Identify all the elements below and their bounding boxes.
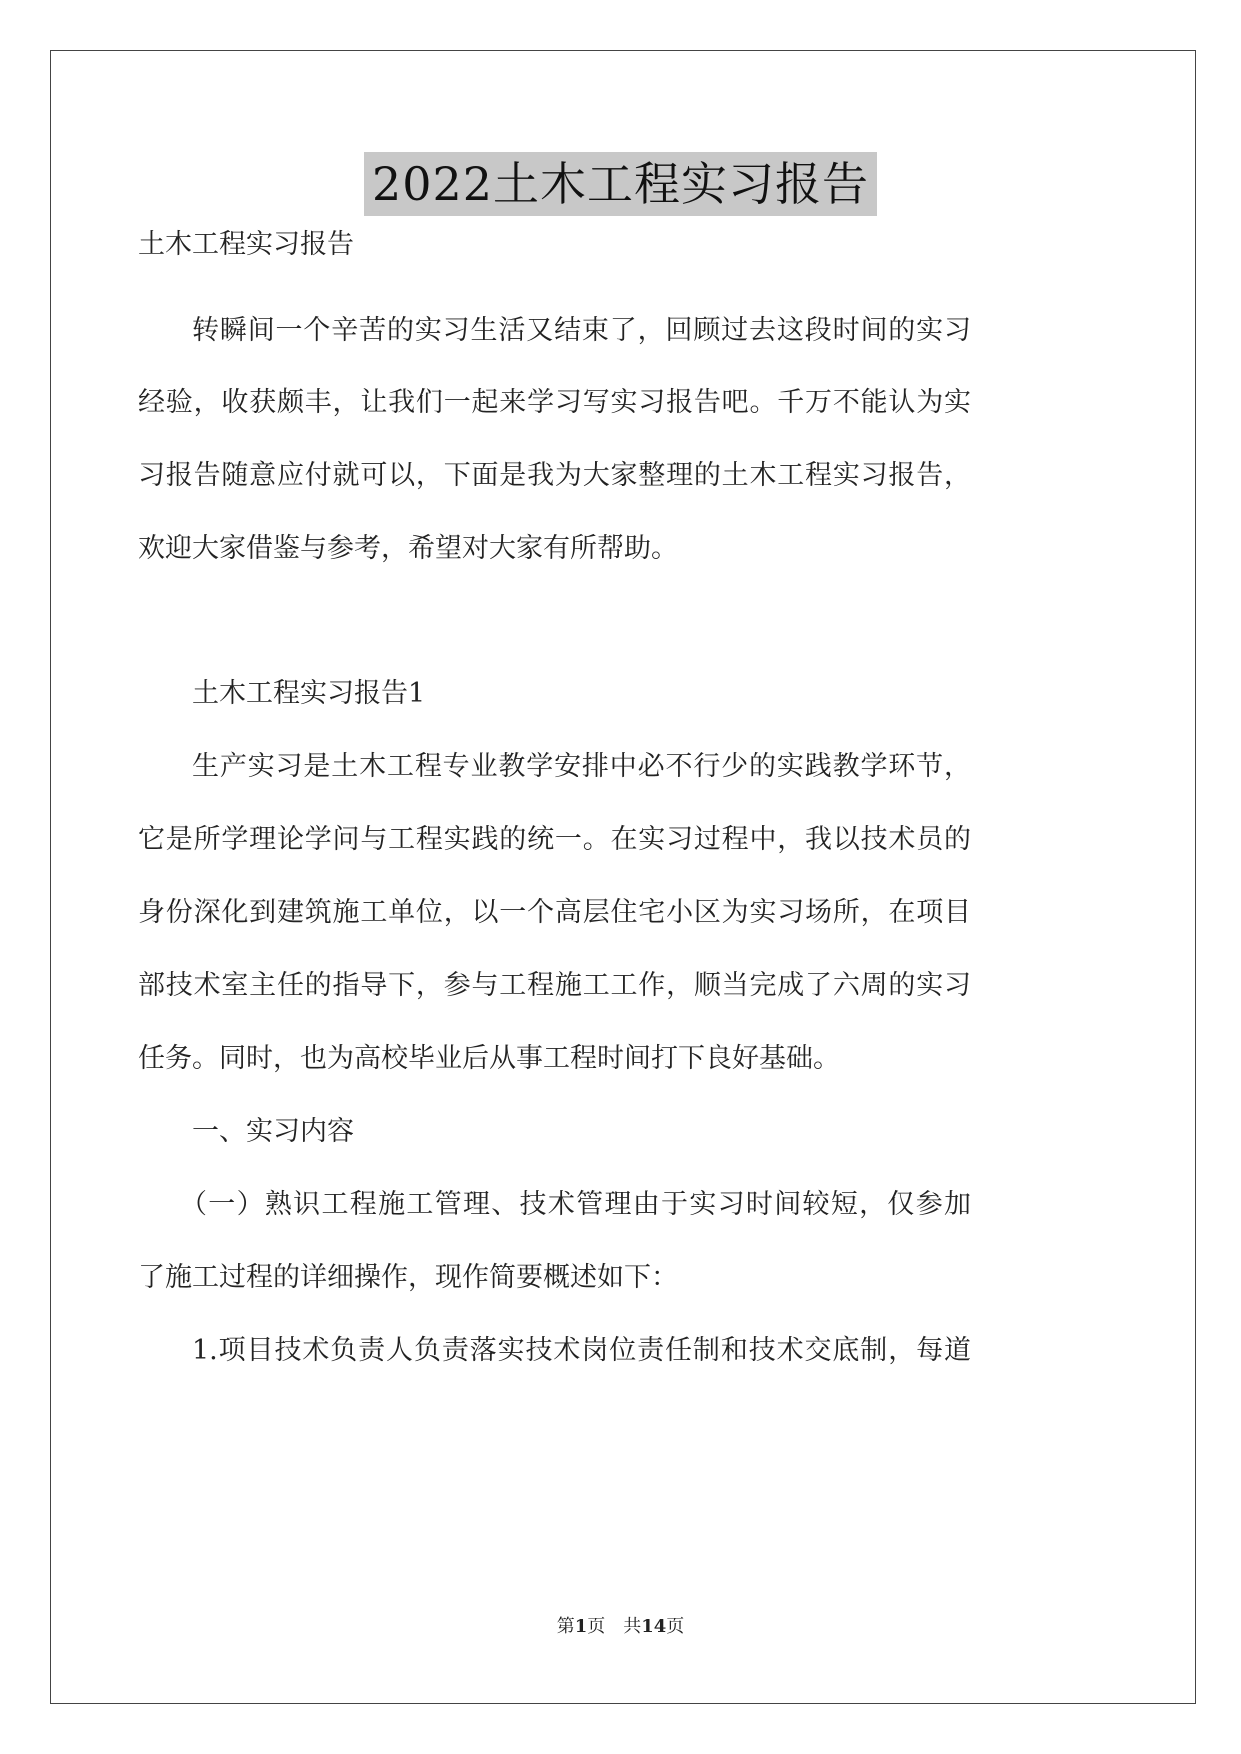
- paragraph-line: 任务。同时，也为高校毕业后从事工程时间打下良好基础。: [138, 1043, 840, 1074]
- paragraph-line: 经验，收获颇丰，让我们一起来学习写实习报告吧。千万不能认为实: [138, 387, 971, 418]
- paragraph-line: 生产实习是土木工程专业教学安排中必不行少的实践教学环节，: [192, 751, 971, 782]
- footer-page-number: 1: [574, 1616, 588, 1637]
- page-border: [50, 50, 1196, 1704]
- paragraph-line: 转瞬间一个辛苦的实习生活又结束了，回顾过去这段时间的实习: [192, 315, 971, 346]
- footer-prefix: 第: [556, 1616, 575, 1637]
- paragraph-line: （一）熟识工程施工管理、技术管理由于实习时间较短，仅参加: [180, 1189, 971, 1220]
- footer-suffix: 页: [666, 1616, 685, 1637]
- title-container: [0, 152, 1241, 216]
- paragraph-line: 身份深化到建筑施工单位，以一个高层住宅小区为实习场所，在项目: [138, 897, 971, 928]
- document-title: 2022土木工程实习报告: [364, 152, 877, 216]
- page-footer: [0, 1612, 1241, 1638]
- paragraph-line: 习报告随意应付就可以，下面是我为大家整理的土木工程实习报告，: [138, 460, 971, 491]
- paragraph-line: 了施工过程的详细操作，现作简要概述如下：: [138, 1262, 678, 1293]
- section-heading: 土木工程实习报告1: [192, 678, 426, 709]
- paragraph-line: 它是所学理论学问与工程实践的统一。在实习过程中，我以技术员的: [138, 824, 971, 855]
- paragraph-line: 1.项目技术负责人负责落实技术岗位责任制和技术交底制，每道: [192, 1335, 971, 1366]
- footer-mid: 页 共: [587, 1616, 642, 1637]
- footer-total-pages: 14: [641, 1616, 667, 1637]
- section-heading: 一、实习内容: [192, 1116, 354, 1147]
- subtitle-line: 土木工程实习报告: [138, 229, 354, 260]
- paragraph-line: 部技术室主任的指导下，参与工程施工工作，顺当完成了六周的实习: [138, 970, 971, 1001]
- paragraph-line: 欢迎大家借鉴与参考，希望对大家有所帮助。: [138, 533, 678, 564]
